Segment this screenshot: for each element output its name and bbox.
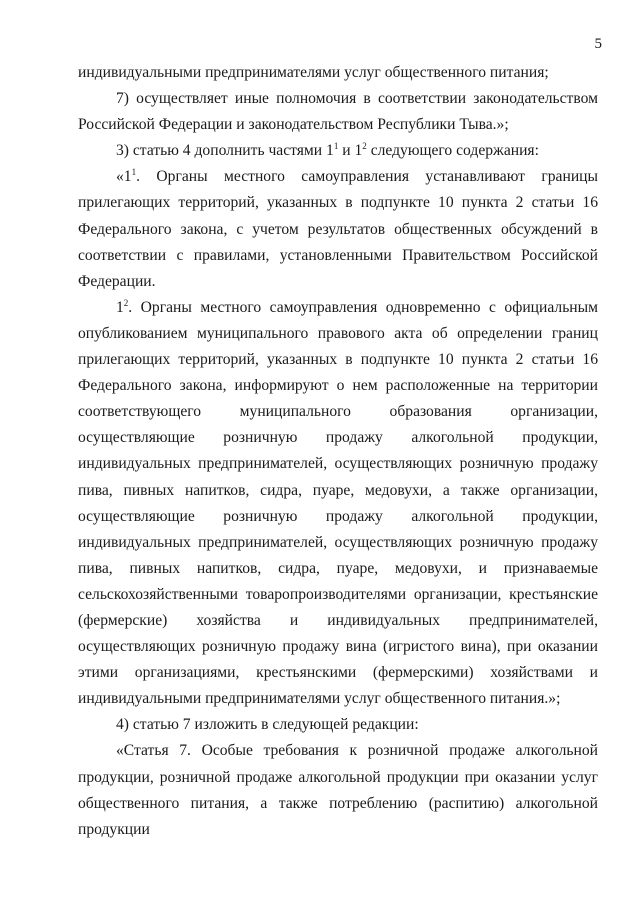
superscript: 2 xyxy=(123,297,129,308)
text-line xyxy=(78,164,598,190)
text-fragment: 1 xyxy=(116,298,124,316)
text-line: Федерации. xyxy=(78,272,156,290)
text-line: соответствии с правилами, установленными Правительством Российской xyxy=(78,246,598,264)
text-fragment: следующего содержания: xyxy=(366,142,539,160)
text-line: пива, пивных напитков, сидра, пуаре, медовухи, и признаваемые xyxy=(78,559,598,577)
superscript: 2 xyxy=(362,141,367,152)
document-body xyxy=(78,60,598,843)
text-fragment: 3) статью 4 дополнить частями 1 xyxy=(116,142,334,160)
text-line: прилегающих территорий, указанных в подпункте 10 пункта 2 статьи 16 xyxy=(78,194,598,212)
text-line: пива, пивных напитков, сидра, пуаре, медовухи, а также организации, xyxy=(78,481,598,499)
text-line: Российской Федерации и законодательством Республики Тыва.»; xyxy=(78,116,509,134)
text-line: Федерального закона, информируют о нем расположенные на территории xyxy=(78,377,598,395)
text-line: прилегающих территорий, указанных в подпункте 10 пункта 2 статьи 16 xyxy=(78,351,598,369)
text-line: соответствующего муниципального образования организации, xyxy=(78,403,598,421)
text-fragment: «1 xyxy=(116,168,132,186)
text-line xyxy=(78,295,598,321)
text-fragment: . Органы местного самоуправления одновременно с официальным xyxy=(128,298,598,316)
text-line: 7) осуществляет иные полномочия в соответствии законодательством xyxy=(116,90,598,108)
text-line: осуществляющие розничную продажу алкогольной продукции, xyxy=(78,507,598,525)
text-fragment: и 1 xyxy=(338,142,363,160)
superscript: 1 xyxy=(131,167,137,178)
text-line: осуществляющих розничную продажу вина (игристого вина), при оказании xyxy=(78,638,598,656)
page-number: 5 xyxy=(594,36,602,52)
text-line: Федерального закона, с учетом результатов общественных обсуждений в xyxy=(78,220,598,238)
text-line: общественного питания, а также потреблению (распитию) алкогольной xyxy=(78,794,598,812)
text-line: индивидуальных предпринимателей, осуществляющих розничную продажу xyxy=(78,533,598,551)
text-line: индивидуальными предпринимателями услуг общественного питания; xyxy=(78,64,549,81)
text-line: «Статья 7. Особые требования к розничной продаже алкогольной xyxy=(116,742,598,760)
text-line: (фермерские) хозяйства и индивидуальных предпринимателей, xyxy=(78,611,598,629)
text-line: опубликованием муниципального правового акта об определении границ xyxy=(78,324,598,342)
text-line: осуществляющие розничную продажу алкогольной продукции, xyxy=(78,429,598,447)
text-fragment: . Органы местного самоуправления устанавливают границы xyxy=(136,168,598,186)
text-line: индивидуальными предпринимателями услуг общественного питания.»; xyxy=(78,690,561,708)
text-line: продукции, розничной продаже алкогольной продукции при оказании услуг xyxy=(78,768,598,786)
text-line: продукции xyxy=(78,820,150,838)
text-line: 4) статью 7 изложить в следующей редакции: xyxy=(116,716,419,734)
text-line xyxy=(78,138,598,164)
text-line: этими организациями, крестьянскими (фермерскими) хозяйствами и xyxy=(78,664,598,682)
text-line: индивидуальных предпринимателей, осуществляющих розничную продажу xyxy=(78,455,598,473)
superscript: 1 xyxy=(333,141,339,152)
text-line: сельскохозяйственными товаропроизводителями организации, крестьянские xyxy=(78,585,598,603)
